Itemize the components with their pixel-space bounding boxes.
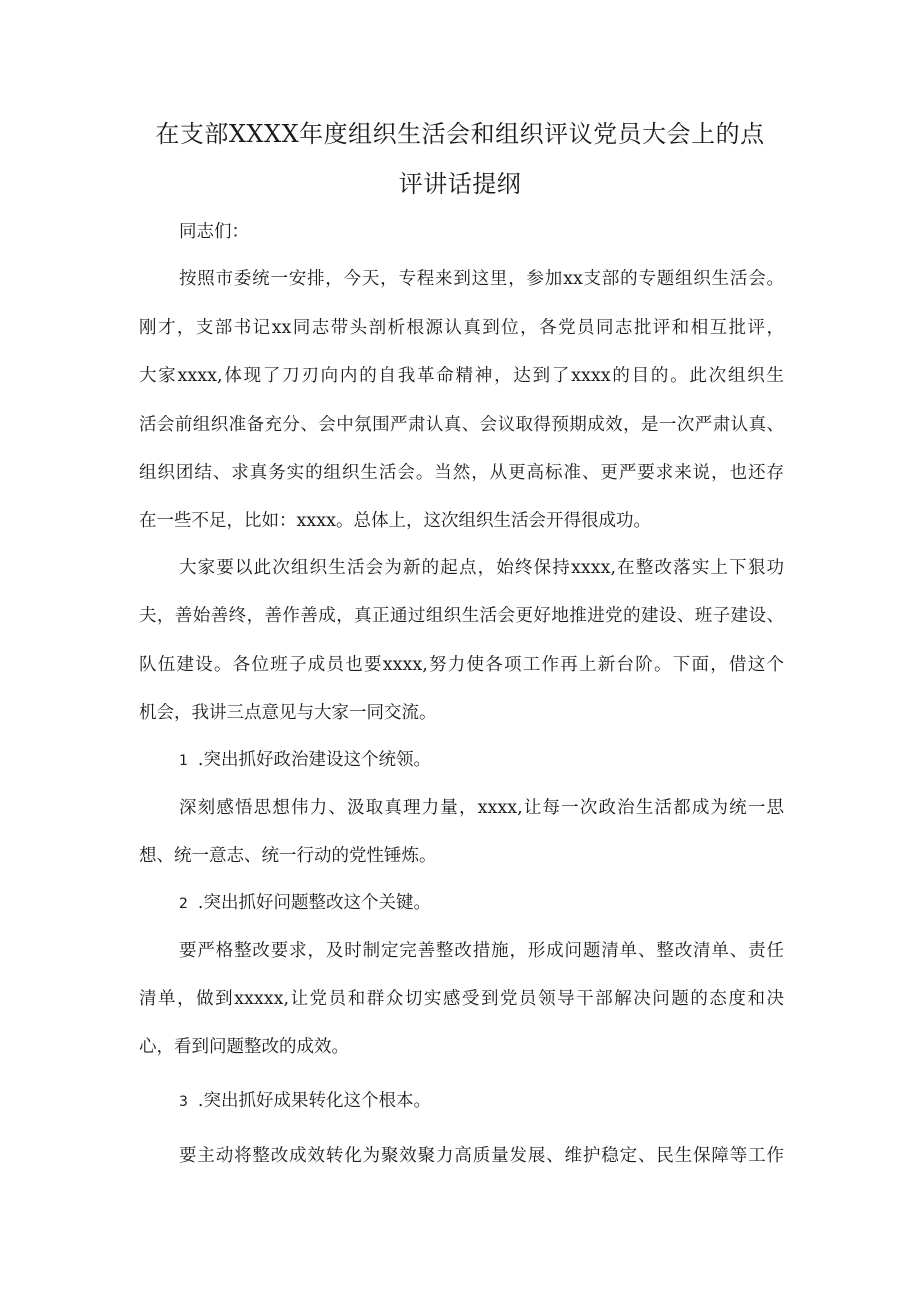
point-3-heading-text: .突出抓好成果转化这个根本。 [197,1091,431,1111]
paragraph-1-line: 大家xxxx,体现了刀刃向内的自我革命精神，达到了xxxx的目的。此次组织生 [139,366,784,386]
paragraph-1-line: 组织团结、求真务实的组织生活会。当然，从更高标准、更严要求来说，也还存 [139,463,784,483]
point-1-heading-text: .突出抓好政治建设这个统领。 [197,750,431,770]
point-1-body-line: 想、统一意志、统一行动的党性锤炼。 [139,846,437,866]
paragraph-1-line: 按照市委统一安排，今天，专程来到这里，参加xx支部的专题组织生活会。 [179,269,784,289]
point-2-body-line: 心，看到问题整改的成效。 [139,1037,349,1057]
point-1-number: 1 [179,753,188,769]
paragraph-1-line: 在一些不足，比如：xxxx。总体上，这次组织生活会开得很成功。 [139,511,651,531]
point-2-heading [179,891,784,916]
paragraph-1-line: 刚才，支部书记xx同志带头剖析根源认真到位，各党员同志批评和相互批评， [139,318,784,338]
point-2-heading-text: .突出抓好问题整改这个关键。 [197,893,431,913]
paragraph-1-line: 活会前组织准备充分、会中氛围严肃认真、会议取得预期成效，是一次严肃认真、 [139,415,784,435]
point-1-body-line: 深刻感悟思想伟力、汲取真理力量，xxxx,让每一次政治生活都成为统一思 [179,798,784,818]
salutation: 同志们： [179,222,249,242]
paragraph-2-line: 夫，善始善终，善作善成，真正通过组织生活会更好地推进党的建设、班子建设、 [139,606,784,626]
point-2-body-line: 清单，做到xxxxx,让党员和群众切实感受到党员领导干部解决问题的态度和决 [139,989,784,1009]
point-3-heading [179,1089,784,1114]
paragraph-2-line: 队伍建设。各位班子成员也要xxxx,努力使各项工作再上新台阶。下面，借这个 [139,655,784,675]
paragraph-2-line: 大家要以此次组织生活会为新的起点，始终保持xxxx,在整改落实上下狠功 [179,558,784,578]
document-title-line-2: 评讲话提纲 [398,170,522,198]
point-2-body-line: 要严格整改要求，及时制定完善整改措施，形成问题清单、整改清单、责任 [179,941,784,961]
point-2-number: 2 [179,896,188,912]
point-1-heading [179,748,784,773]
document-title-line-1: 在支部XXXX年度组织生活会和组织评议党员大会上的点 [155,120,765,148]
paragraph-2-line: 机会，我讲三点意见与大家一同交流。 [139,703,437,723]
point-3-body-line: 要主动将整改成效转化为聚效聚力高质量发展、维护稳定、民生保障等工作 [179,1146,784,1166]
point-3-number: 3 [179,1094,188,1110]
